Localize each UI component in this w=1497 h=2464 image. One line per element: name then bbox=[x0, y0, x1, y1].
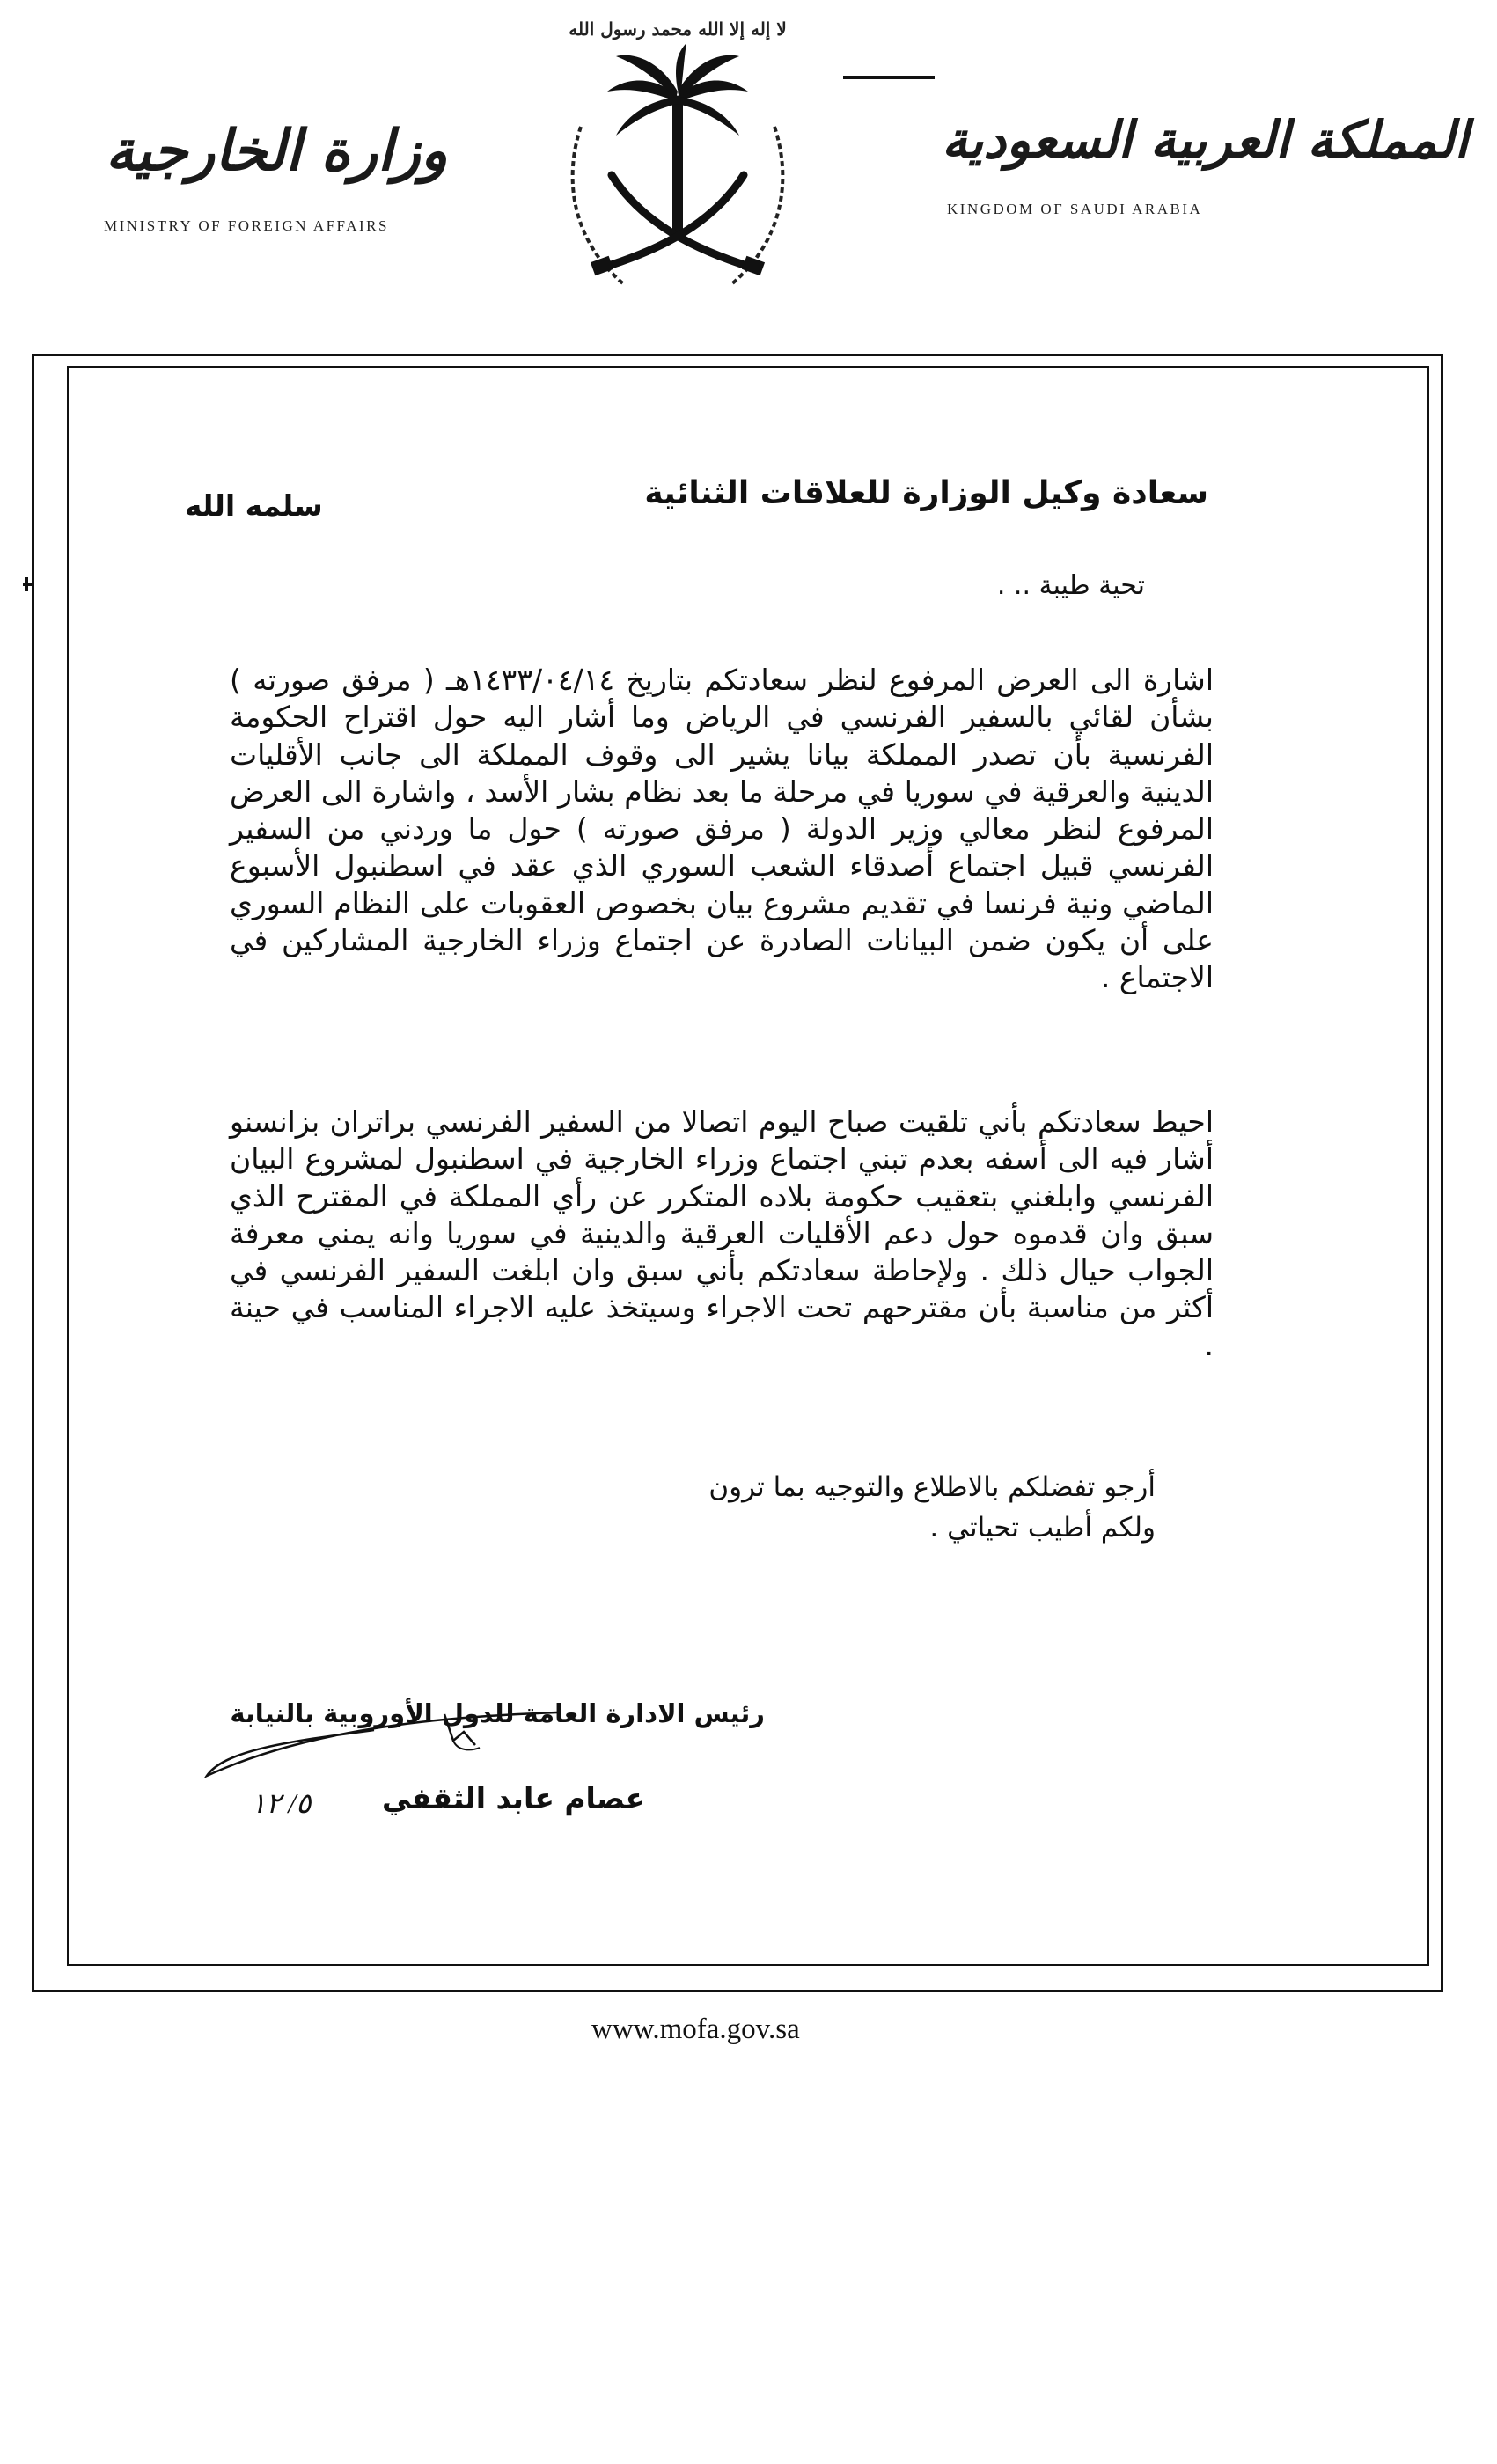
kingdom-name-arabic: المملكة العربية السعودية bbox=[942, 110, 1469, 170]
signatory-name: عصام عابد الثقفي bbox=[381, 1781, 645, 1815]
closing-line-1: أرجو تفضلكم بالاطلاع والتوجيه بما ترون bbox=[708, 1471, 1156, 1503]
body-paragraph-1: اشارة الى العرض المرفوع لنظر سعادتكم بتاريخ ١٤٣٣/٠٤/١٤هـ ( مرفق صورته ) بشأن لقائي بالسفير الفرنسي في الرياض وما أشار اليه حول اقتراح الحكومة الفرنسية بأن تصدر المملكة بيانا يشير الى وقوف المملكة الى جانب الأقليات الدينية والعرقية في سوريا في مرحلة ما بعد نظام بشار الأسد ، واشارة الى العرض المرفوع لنظر معالي وزير الدولة ( مرفق صورته ) حول ما وردني من السفير الفرنسي قبيل اجتماع أصدقاء الشعب السوري الذي عقد في اسطنبول الأسبوع الماضي ونية فرنسا في تقديم مشروع بيان بخصوص العقوبات على النظام السوري على أن يكون ضمن البيانات الصادرة عن اجتماع وزراء الخارجية المشاركين في الاجتماع . bbox=[230, 663, 1214, 995]
greeting: تحية طيبة .. . bbox=[996, 570, 1145, 601]
signature-date: ٥/ ١٢ bbox=[251, 1787, 312, 1819]
footer-website-url: www.mofa.gov.sa bbox=[591, 2013, 800, 2045]
closing-line-2: ولكم أطيب تحياتي . bbox=[929, 1512, 1156, 1544]
kingdom-name-english: KINGDOM OF SAUDI ARABIA bbox=[947, 201, 1203, 217]
saudi-emblem-icon bbox=[546, 4, 810, 317]
frame-mark-vertical bbox=[25, 577, 28, 591]
body-paragraph-2: احيط سعادتكم بأني تلقيت صباح اليوم اتصالا من السفير الفرنسي براتران بزانسنو أشار فيه الى أسفه بعدم تبني اجتماع وزراء الخارجية في اسطنبول لمشروع البيان الفرنسي وابلغني بتعقيب حكومة بلاده المتكرر عن رأي المملكة في المقترح الذي سبق وان قدموه حول دعم الأقليات العرقية والدينية في سوريا وانه يمني معرفة الجواب حيال ذلك . ولإحاطة سعادتكم بأني سبق وان ابلغت السفير الفرنسي في أكثر من مناسبة بأن مقترحهم تحت الاجراء وسيتخذ عليه الاجراء المناسب في حينة . bbox=[230, 1104, 1214, 1362]
addressee: سعادة وكيل الوزارة للعلاقات الثنائية bbox=[644, 475, 1208, 511]
ministry-name-english: MINISTRY OF FOREIGN AFFAIRS bbox=[104, 217, 389, 234]
salutation: سلمه الله bbox=[185, 488, 323, 523]
header-dash bbox=[843, 76, 935, 79]
emblem-motto: لا إله إلا الله محمد رسول الله bbox=[569, 18, 787, 40]
ministry-name-arabic: وزارة الخارجية bbox=[106, 118, 448, 184]
signatory-title: رئيس الادارة العامة للدول الأوروبية بالنيابة bbox=[230, 1698, 765, 1728]
